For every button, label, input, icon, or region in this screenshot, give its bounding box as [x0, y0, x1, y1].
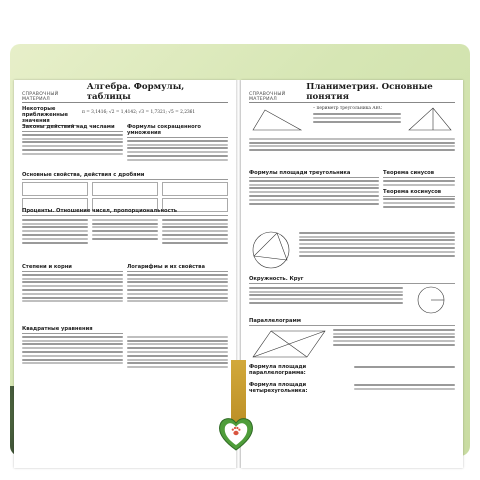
triangle-section	[249, 106, 455, 153]
circle-title: Окружность. Круг	[249, 276, 455, 284]
left-page	[14, 80, 236, 468]
logs-title: Логарифмы и их свойства	[127, 264, 228, 272]
percent-title: Проценты. Отношение чисел, пропорциональность	[22, 208, 228, 216]
parallelogram-title: Параллелограмм	[249, 318, 455, 326]
props-title: Основные свойства, действия с дробями	[22, 172, 228, 180]
triangle-diagram	[249, 106, 309, 134]
right-header-label: СПРАВОЧНЫЙ МАТЕРИАЛ	[249, 92, 286, 102]
powers-title: Степени и корни	[22, 264, 123, 272]
para-area-title: Формула площади параллелограмма:	[249, 364, 307, 376]
parallelogram-diagram	[249, 327, 329, 361]
left-header-label: СПРАВОЧНЫЙ МАТЕРИАЛ	[22, 92, 59, 102]
quad-section	[22, 326, 228, 370]
left-page-title: Алгебра. Формулы, таблицы	[86, 82, 185, 102]
inscribed-triangle-diagram	[249, 230, 295, 270]
right-page	[241, 80, 463, 468]
quad-title: Квадратные уравнения	[22, 326, 123, 334]
laws-section	[22, 124, 228, 163]
circle-diagram	[407, 285, 455, 315]
laws-title: Законы действий над числами	[22, 124, 123, 132]
perimeter-label: – периметр треугольника ABC	[313, 106, 382, 111]
percent-section	[22, 208, 228, 245]
powers-logs-section	[22, 264, 228, 304]
inscribed-section	[249, 230, 455, 272]
circle-section	[249, 276, 455, 317]
quad-area-section	[249, 382, 455, 396]
right-page-title: Планиметрия. Основные понятия	[306, 82, 433, 102]
right-triangle-diagram	[405, 106, 455, 134]
approx-title: Некоторые приближенные значения	[22, 106, 78, 126]
approx-values: π = 3,1416; √2 = 1,4142; √3 = 1,7321; √5 = 2,2361	[82, 110, 196, 115]
parallelogram-section	[249, 318, 455, 363]
props-section	[22, 172, 228, 212]
triangle-area-section	[249, 170, 455, 210]
paw-icon	[230, 425, 242, 437]
cosines-title: Теорема косинусов	[383, 189, 455, 197]
quad-area-title: Формула площади четырехугольника:	[249, 382, 308, 394]
left-page-header	[22, 82, 228, 103]
right-page-header	[249, 82, 455, 103]
para-area-section	[249, 364, 455, 378]
short-mult-title: Формулы сокращенного умножения	[127, 124, 228, 138]
triangle-area-title: Формулы площади треугольника	[249, 170, 379, 178]
sines-title: Теорема синусов	[383, 170, 455, 178]
